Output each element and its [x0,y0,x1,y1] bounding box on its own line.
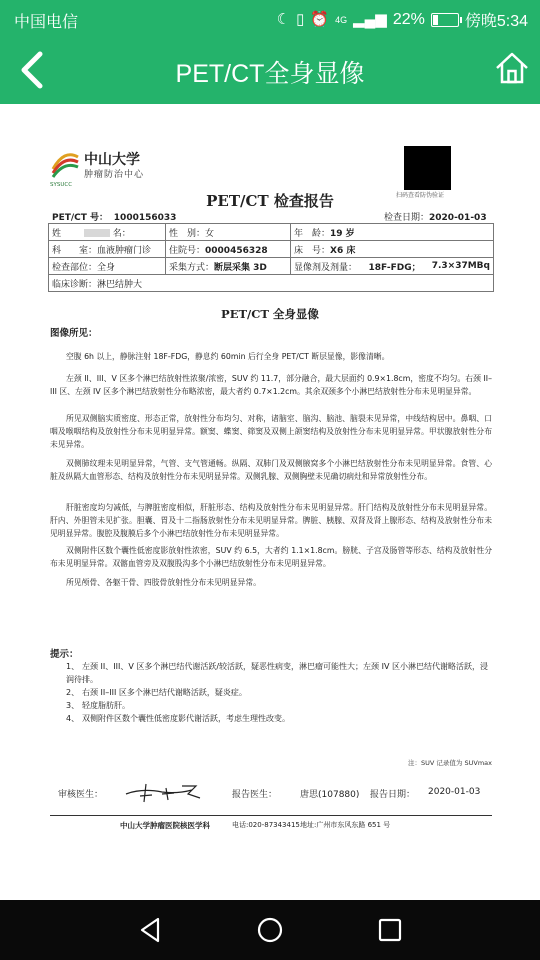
findings-label: 图像所见： [50,328,98,339]
findings-paragraph: 肝脏密度均匀减低，与脾脏密度相似，肝脏形态、结构及放射性分布未见明显异常。肝门结构及放射性分布未见明显异常。肝内、外胆管未见扩张。胆囊、胃及十二指肠放射性分布未见明显异常。脾脏、胰腺、双肾及肾上腺形态、结构及放射性分布未见明显异常。腹腔及腹膜后多个小淋巴结放射性分布未见明显异常。 [50,503,492,538]
reviewer-label: 审核医生： [58,790,104,800]
status-bar [0,0,540,36]
section-title: PET/CT 全身显像 [221,307,319,321]
home-button[interactable] [494,50,534,90]
nav-recent-button[interactable] [375,915,405,945]
findings-paragraph: 双侧附件区数个囊性低密度影放射性浓密，SUV 约 6.5，大者约 1.1×1.8cm。膀胱、子宫及肠管等形态、结构及放射性分布未见明显异常。双髂血管旁及双腹股沟多个小淋巴结放射性分布未见明显异常。 [50,546,492,568]
report-date: 2020-01-03 [428,787,481,797]
agent-cell: 显像剂及剂量： 18F-FDG； [291,258,428,275]
report-document [0,104,540,900]
nav-home-button[interactable] [255,915,285,945]
hospital-logo [50,147,170,189]
circle-home-icon [255,915,285,945]
moon-icon: ☾ [276,10,291,28]
signature-image [122,780,212,804]
battery-percent: 22% [392,10,425,28]
logo-mark-icon [50,147,80,189]
nav-back-button[interactable] [136,915,166,945]
footer-divider [50,815,492,816]
findings-paragraph: 双侧肺纹理未见明显异常，气管、支气管通畅。纵隔、双肺门及双侧腋窝多个小淋巴结放射性分布未见明显异常。食管、心脏及纵隔大血管形态、结构及放射性分布未见明显异常。双侧乳腺、双侧胸壁未见确切病灶和异常放射性分布。 [50,459,492,481]
carrier-label: 中国电信 [14,14,79,31]
status-icons [277,8,528,31]
hints-label: 提示： [50,649,79,660]
findings-paragraph: 空腹 6h 以上，静脉注射 18F-FDG，静息约 60min 后行全身 PET/CT 断层显像，影像清晰。 [66,352,390,361]
alarm-icon: ⏰ [310,10,330,28]
findings-paragraph: 所见颅骨、各躯干骨、四肢骨放射性分布未见明显异常。 [66,578,261,587]
exam-date: 检查日期：2020-01-03 [384,213,487,223]
age-cell: 年 龄：19 岁 [291,224,494,241]
acquisition-cell: 采集方式：断层采集 3D [166,258,291,275]
hint-item: 3、 轻度脂肪肝。 [66,701,130,710]
hint-item: 2、 右颈 II–III 区多个淋巴结代谢略活跃，疑炎症。 [66,688,247,697]
app-header [0,36,540,104]
clock: 傍晚5:34 [464,13,528,30]
exam-part-cell: 检查部位：全身 [49,258,166,275]
reporter-label: 报告医生： [232,790,278,800]
report-date-label: 报告日期： [370,790,416,800]
findings-paragraph: 左颈 II、III、V 区多个淋巴结放射性浓聚/浓密，SUV 约 11.7，部分融合，最大层面约 0.9×1.8cm，密度不均匀。右颈 II–III 区、左颈 IV 区多个淋巴结放射性分布略浓密，最大者约 0.7×1.2cm。其余双颈多个小淋巴结放射性分布未见明显异常。 [50,374,492,396]
vibrate-icon: ▯ [296,10,305,28]
reporter-name: 唐思(107880) [300,790,360,800]
hint-item: 1、 左颈 II、III、V 区多个淋巴结代谢活跃/较活跃，疑恶性病变，淋巴瘤可能性大；左颈 IV 区小淋巴结代谢略活跃，浸润待排。 [66,662,488,684]
patient-info-table [48,223,494,292]
findings-paragraph: 所见双侧脑实质密度、形态正常，放射性分布均匀、对称，诸脑室、脑沟、脑池、脑裂未见异常，中线结构居中。鼻咽、口咽及喉咽结构及放射性分布未见明显异常。额窦、蝶窦、筛窦及双侧上颌窦结构及放射性分布未见明显异常。甲状腺放射性分布未见异常。 [50,414,492,449]
network-type: 4G [335,14,348,25]
department-cell: 科 室：血液肿瘤门诊 [49,241,166,258]
page-title: PET/CT全身显像 [175,60,365,88]
footer-address: 地址:广州市东风东路 651 号 [300,821,391,829]
gender-cell: 性 别：女 [166,224,291,241]
svg-text:SYSUCC: SYSUCC [50,182,73,188]
triangle-back-icon [136,915,166,945]
navigation-bar [0,900,540,960]
square-recent-icon [375,915,405,945]
redacted-name [84,229,110,237]
home-icon [494,50,530,86]
bed-cell: 床 号：X6 床 [291,241,494,258]
qr-caption: 扫码查看防伪验证 [396,192,445,199]
battery-icon [431,13,459,27]
qr-code [404,146,451,190]
battery-fill [433,15,438,25]
logo-name: 中山大学 [84,152,140,168]
diagnosis-cell: 临床诊断：淋巴结肿大 [49,275,494,292]
name-cell: 姓 名： [49,224,166,241]
suv-note: 注：SUV 记录值为 SUVmax [408,759,492,767]
logo-subtitle: 肿瘤防治中心 [84,170,145,180]
pet-ct-number: PET/CT 号： 1000156033 [52,213,177,223]
footer-organization: 中山大学肿瘤医院核医学科 [120,821,210,830]
signal-icon: ▂▄▆ [353,10,387,28]
hint-item: 4、 双侧附件区数个囊性低密度影代谢活跃，考虑生理性改变。 [66,714,290,723]
report-title: PET/CT 检查报告 [206,192,334,210]
dose-cell: 7.3×37MBq [427,258,493,275]
footer-phone: 电话:020-87343415 [232,821,300,829]
inpatient-cell: 住院号：0000456328 [166,241,291,258]
